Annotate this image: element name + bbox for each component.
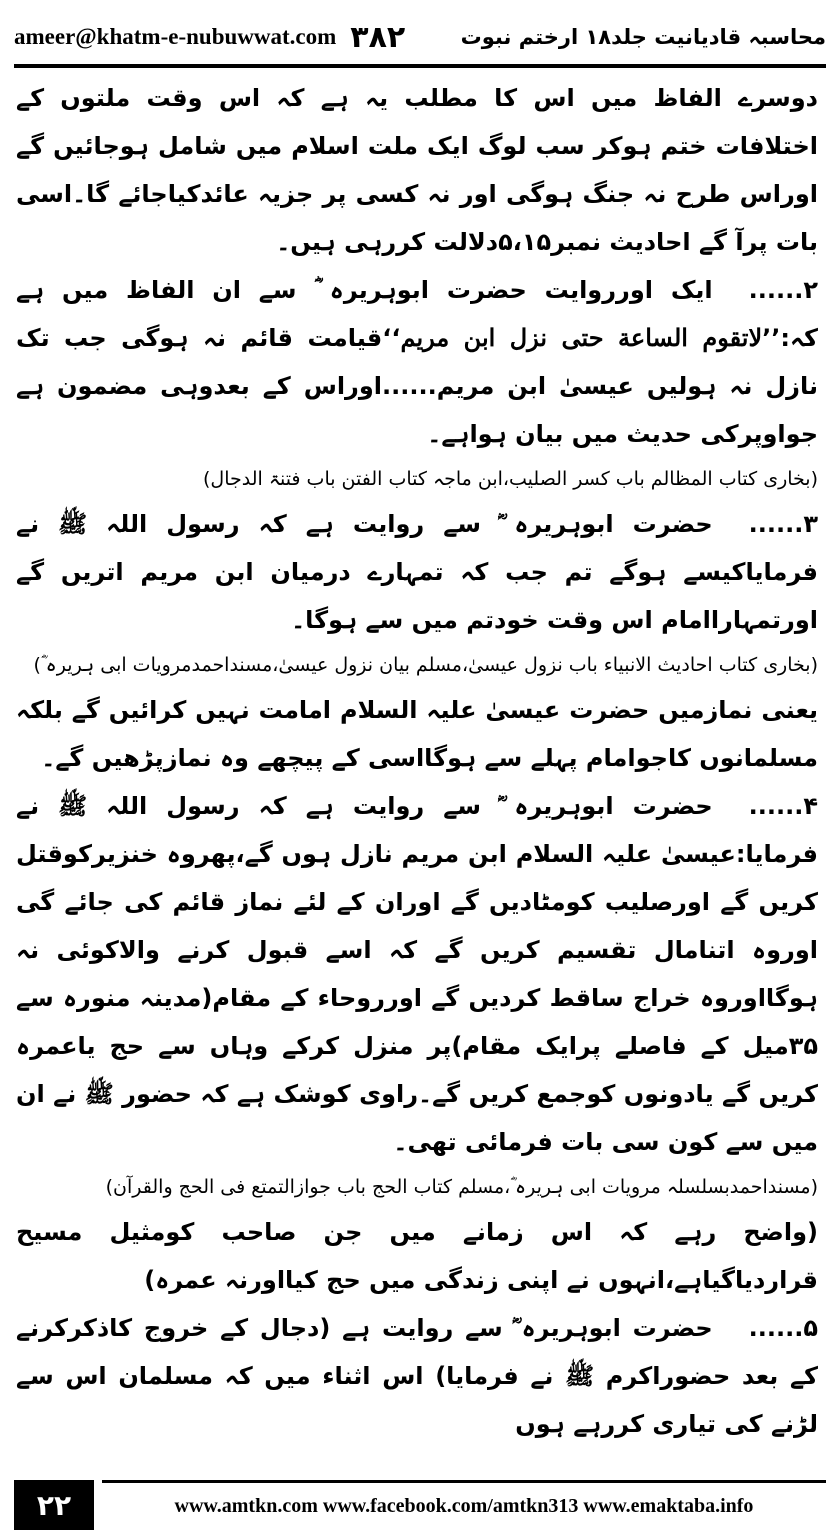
hadith-5-text: حضرت ابوہریرہ ؓ سے روایت ہے (دجال کے خروج کاذکرکرنے کے بعد حضوراکرم ﷺ نے فرمایا) اس اثناء میں کہ مسلمان اس سے لڑنے کی تیاری کررہے ہوں	[16, 1314, 818, 1438]
hadith-3-number: ۳......	[748, 510, 818, 538]
header-divider	[14, 64, 826, 68]
header-left-group	[14, 20, 405, 55]
footer-page-number: ۲۲	[14, 1480, 94, 1530]
paragraph-hadith-5	[16, 1304, 818, 1448]
hadith-5-number: ۵......	[748, 1314, 818, 1342]
hadith-2-number: ۲......	[748, 276, 818, 304]
footer-website-links[interactable]: www.amtkn.com www.facebook.com/amtkn313 www.emaktaba.info	[102, 1480, 826, 1530]
hadith-2-arabic: لاتقوم الساعة حتى نزل ابن مريم	[400, 323, 763, 352]
hadith-2-intro: ایک اورروایت حضرت ابوہریرہ ؓ سے ان الفاظ میں ہے کہ:’’	[16, 276, 818, 352]
header-book-title: محاسبہ قادیانیت جلد۱۸ ارختم نبوت	[460, 25, 826, 49]
paragraph-note: (واضح رہے کہ اس زمانے میں جن صاحب کومثیل مسیح قراردیاگیاہے،انہوں نے اپنی زندگی میں حج کیااورنہ عمرہ)	[16, 1218, 818, 1294]
hadith-3-text: حضرت ابوہریرہ ؓ سے روایت ہے کہ رسول اللہ ﷺ نے فرمایاکیسے ہوگے تم جب کہ تمہارے درمیان ابن مریم اتریں گے اورتمہاراامام اس وقت خودتم میں سے ہوگا۔	[16, 510, 818, 634]
reference-3: (مسنداحمدبسلسلہ مرویات ابی ہریرہ ؓ،مسلم کتاب الحج باب جوازالتمتع فی الحج والقرآن)	[105, 1176, 818, 1198]
paragraph-hadith-3	[16, 500, 818, 644]
paragraph-hadith-2	[16, 266, 818, 458]
page-footer	[14, 1480, 826, 1530]
hadith-2-text: ‘‘قیامت قائم نہ ہوگی جب تک نازل نہ ہولیں عیسیٰ ابن مریم......اوراس کے بعدوہی مضمون ہے جواوپرکی حدیث میں بیان ہواہے۔	[16, 324, 818, 448]
header-email[interactable]: ameer@khatm-e-nubuwwat.com	[14, 24, 337, 49]
paragraph-hadith-4	[16, 782, 818, 1166]
page-content	[16, 74, 818, 1470]
reference-2: (بخاری کتاب احادیث الانبیاء باب نزول عیسیٰ،مسلم بیان نزول عیسیٰ،مسنداحمدمرویات ابی ہریرہ ؓ)	[33, 654, 818, 676]
page-header	[14, 14, 826, 60]
paragraph-explanation: یعنی نمازمیں حضرت عیسیٰ علیہ السلام امامت نہیں کرائیں گے بلکہ مسلمانوں کاجوامام پہلے سے ہوگااسی کے پیچھے وہ نمازپڑھیں گے۔	[16, 696, 818, 772]
reference-1: (بخاری کتاب المظالم باب کسر الصلیب،ابن ماجہ کتاب الفتن باب فتنۃ الدجال)	[203, 468, 818, 490]
header-page-number: ۳۸۲	[350, 19, 406, 55]
paragraph-intro: دوسرے الفاظ میں اس کا مطلب یہ ہے کہ اس وقت ملتوں کے اختلافات ختم ہوکر سب لوگ ایک ملت اسلام میں شامل ہوجائیں گے اوراس طرح نہ جنگ ہوگی اور نہ کسی پر جزیہ عائدکیاجائے گا۔اسی بات پرآ گے احادیث نمبر۵،۱۵دلالت کررہی ہیں۔	[16, 84, 818, 256]
hadith-4-text: حضرت ابوہریرہ ؓ سے روایت ہے کہ رسول اللہ ﷺ نے فرمایا:عیسیٰ علیہ السلام ابن مریم نازل ہوں گے،پھروہ خنزیرکوقتل کریں گے اورصلیب کومٹادیں گے اوران کے لئے نماز قائم کی جائے گی اوروہ اتنامال تقسیم کریں گے کہ اسے قبول کرنے والاکوئی نہ ہوگااوروہ خراج ساقط کردیں گے اورروحاء کے مقام(مدینہ منورہ سے ۳۵میل کے فاصلے پرایک مقام)پر منزل کرکے وہاں سے حج یاعمرہ کریں گے یادونوں کوجمع کریں گے۔راوی کوشک ہے کہ حضور ﷺ نے ان میں سے کون سی بات فرمائی تھی۔	[16, 792, 818, 1156]
hadith-4-number: ۴......	[748, 792, 818, 820]
